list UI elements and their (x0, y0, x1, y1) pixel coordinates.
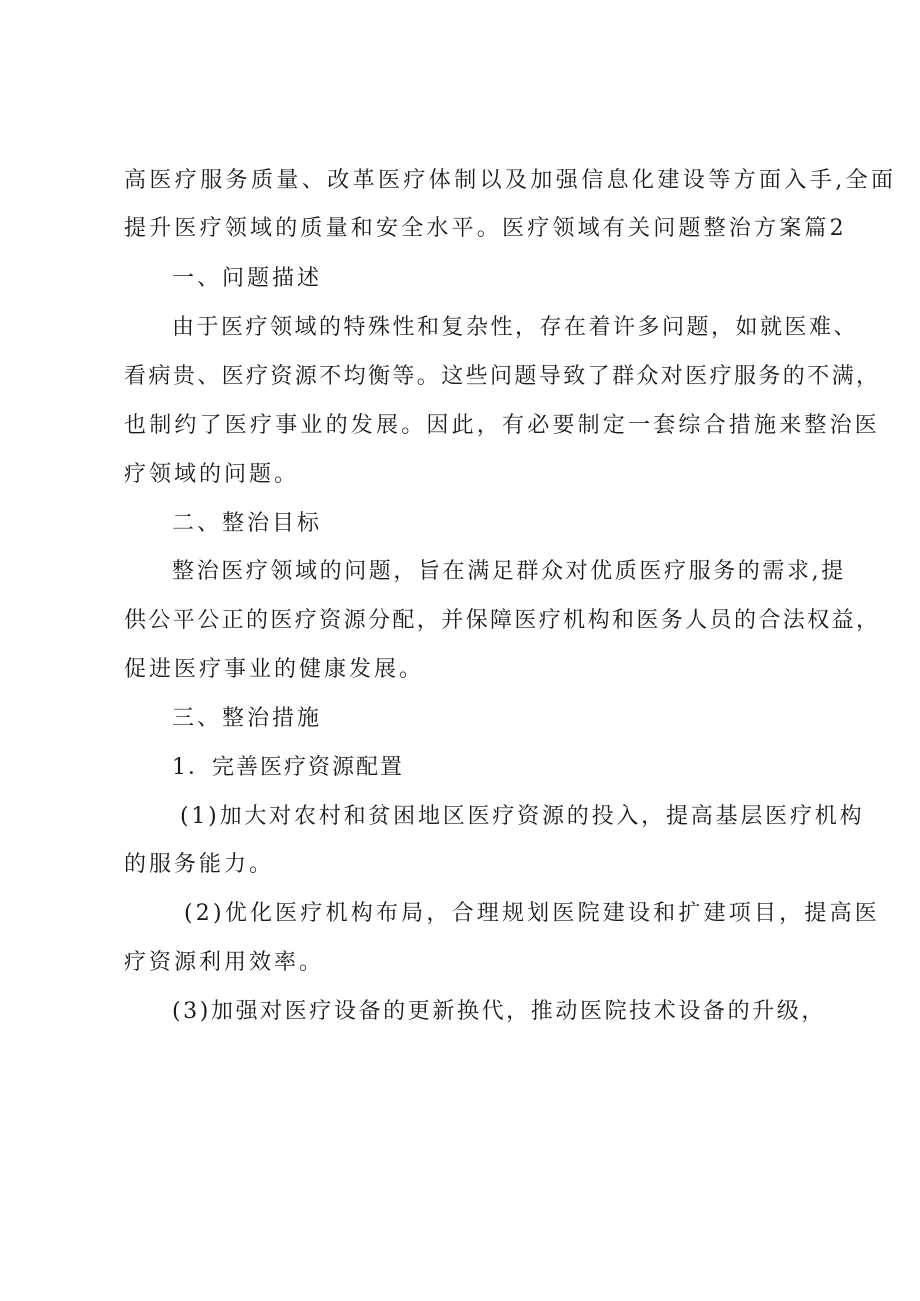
list-item-line: (3)加强对医疗设备的更新换代，推动医院技术设备的升级， (172, 999, 826, 1024)
section-heading: 三、整治措施 (172, 706, 323, 731)
list-item-line: (2)优化医疗机构布局，合理规划医院建设和扩建项目，提高医 (184, 901, 880, 926)
subsection-heading: 1．完善医疗资源配置 (172, 755, 404, 780)
paragraph-line: 由于医疗领域的特殊性和复杂性，存在着许多问题，如就医难、 (172, 315, 859, 340)
paragraph-line: 供公平公正的医疗资源分配，并保障医疗机构和医务人员的合法权益， (124, 608, 881, 633)
paragraph-line: 整治医疗领域的问题，旨在满足群众对优质医疗服务的需求,提 (172, 559, 846, 584)
list-item-line: 的服务能力。 (124, 852, 275, 877)
list-item-line: (1)加大对农村和贫困地区医疗资源的投入，提高基层医疗机构 (180, 804, 865, 829)
paragraph-line: 看病贵、医疗资源不均衡等。这些问题导致了群众对医疗服务的不满， (124, 364, 881, 389)
paragraph-line: 提升医疗领域的质量和安全水平。医疗领域有关问题整治方案篇2 (124, 216, 847, 241)
paragraph-line: 促进医疗事业的健康发展。 (124, 657, 425, 682)
paragraph-line: 疗领域的问题。 (124, 462, 300, 487)
list-item-line: 疗资源利用效率。 (124, 950, 325, 975)
paragraph-line: 也制约了医疗事业的发展。因此，有必要制定一套综合措施来整治医 (124, 413, 881, 438)
section-heading: 一、问题描述 (172, 266, 323, 291)
paragraph-line: 高医疗服务质量、改革医疗体制以及加强信息化建设等方面入手,全面 (124, 168, 897, 193)
section-heading: 二、整治目标 (172, 511, 323, 536)
